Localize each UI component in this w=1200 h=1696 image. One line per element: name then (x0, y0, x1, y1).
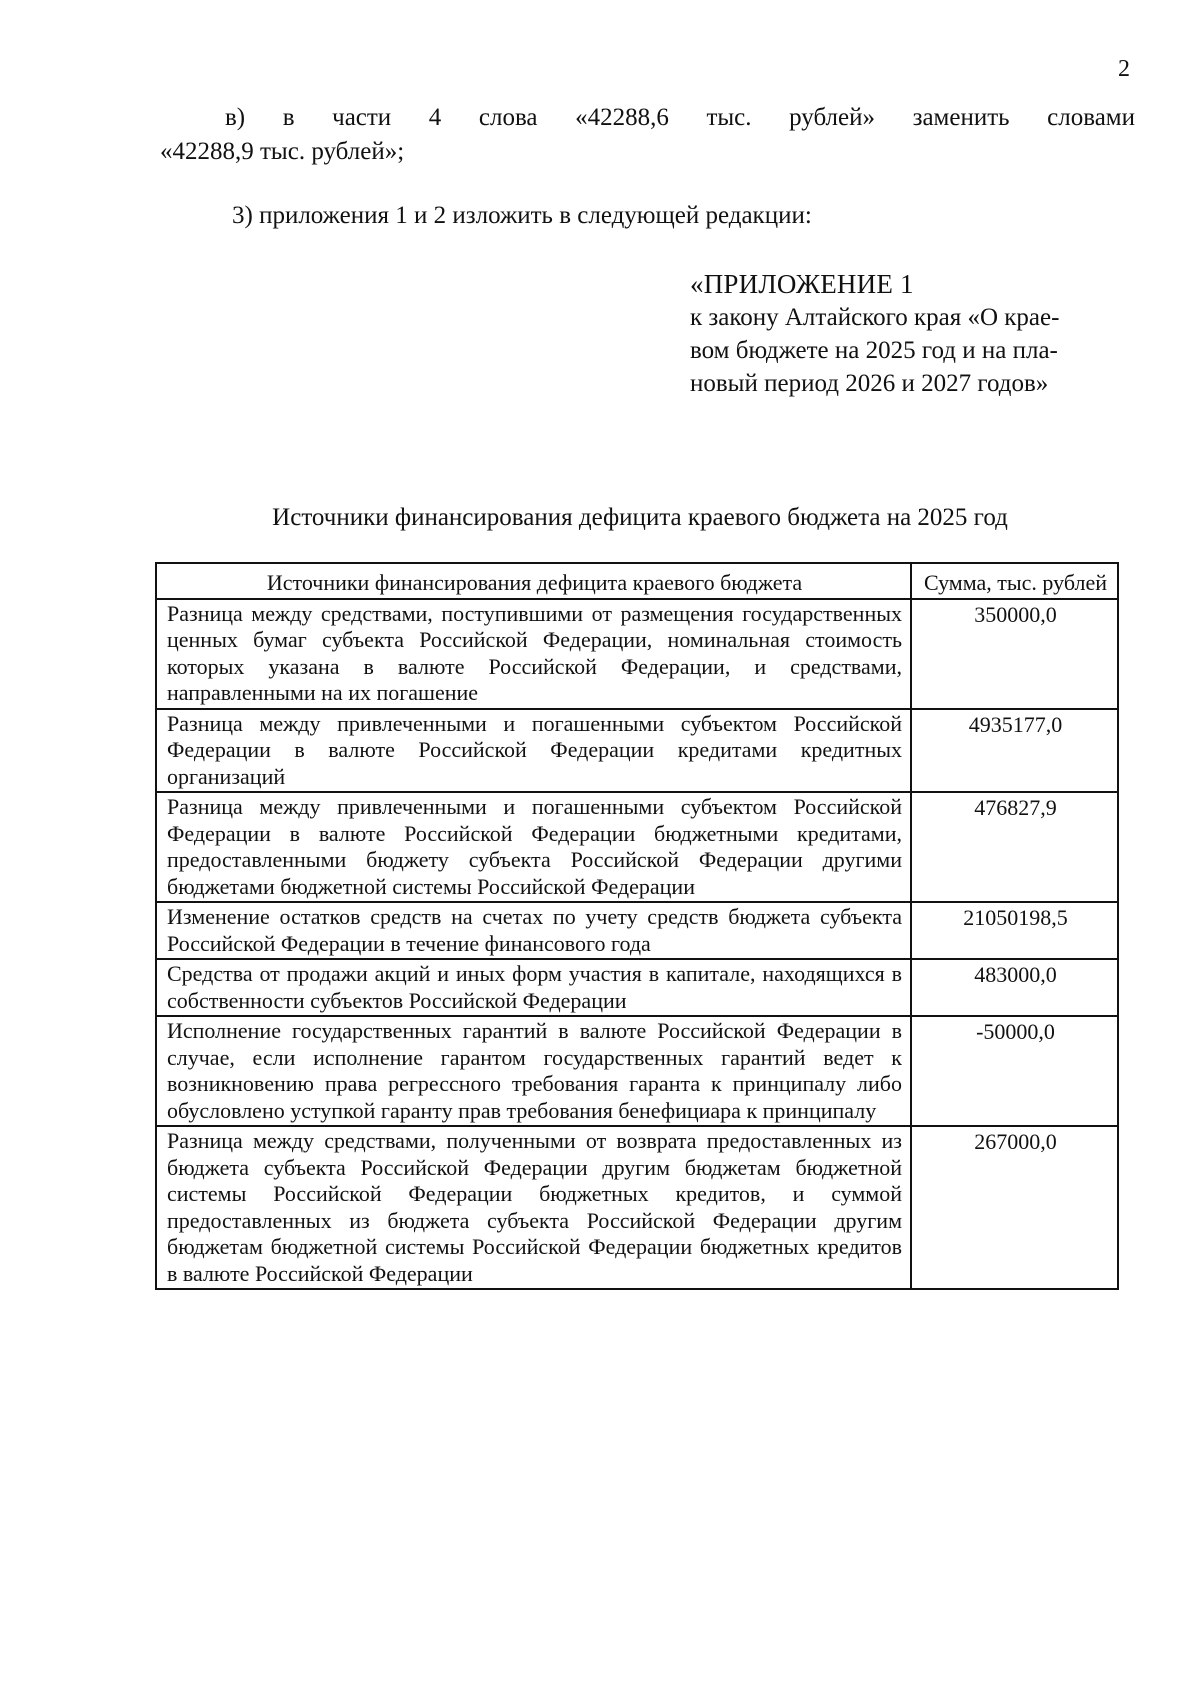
item-v-line2: «42288,9 тыс. рублей»; (160, 138, 405, 165)
table-row (156, 709, 1118, 793)
amount-cell: 4935177,0 (911, 709, 1118, 793)
page-number: 2 (1118, 56, 1130, 82)
item-3-text: 3) приложения 1 и 2 изложить в следующей редакции: (232, 202, 812, 229)
amount-cell: 350000,0 (911, 599, 1118, 709)
source-cell: Изменение остатков средств на счетах по учету средств бюджета субъекта Российской Федерации в течение финансового года (156, 902, 911, 959)
source-cell: Средства от продажи акций и иных форм участия в капитале, находящихся в собственности субъектов Российской Федерации (156, 959, 911, 1016)
amount-cell: -50000,0 (911, 1016, 1118, 1126)
amount-cell: 21050198,5 (911, 902, 1118, 959)
source-cell: Разница между средствами, полученными от возврата предоставленных из бюджета субъекта Российской Федерации другим бюджетам бюджетной системы Российской Федерации бюджетных кредитов, и суммой предоставленных из бюджета субъекта Российской Федерации другим бюджетам бюджетной системы Российской Федерации бюджетных кредитов в валюте Российской Федерации (156, 1126, 911, 1289)
source-cell: Разница между привлеченными и погашенными субъектом Российской Федерации в валюте Российской Федерации кредитами кредитных организаций (156, 709, 911, 793)
appendix-title: «ПРИЛОЖЕНИЕ 1 (690, 269, 914, 299)
amount-cell: 476827,9 (911, 792, 1118, 902)
amount-cell: 483000,0 (911, 959, 1118, 1016)
table-header-row (156, 563, 1118, 599)
header-amount: Сумма, тыс. рублей (911, 563, 1118, 599)
amount-cell: 267000,0 (911, 1126, 1118, 1289)
table-row (156, 902, 1118, 959)
table-row (156, 959, 1118, 1016)
sources-table (155, 562, 1119, 1290)
source-cell: Разница между средствами, поступившими от размещения государственных ценных бумаг субъекта Российской Федерации, номинальная стоимость которых указана в валюте Российской Федерации, и средствами, направленными на их погашение (156, 599, 911, 709)
table-row (156, 599, 1118, 709)
item-v-line1: в) в части 4 слова «42288,6 тыс. рублей» заменить словами (225, 104, 1135, 131)
table-row (156, 1016, 1118, 1126)
appendix-text: к закону Алтайского края «О крае- вом бюджете на 2025 год и на пла- новый период 2026 и 2027 годов» (690, 304, 1060, 397)
header-sources: Источники финансирования дефицита краевого бюджета (156, 563, 911, 599)
table-row (156, 792, 1118, 902)
table-title: Источники финансирования дефицита краевого бюджета на 2025 год (272, 504, 1008, 531)
appendix-header (690, 268, 1135, 400)
source-cell: Исполнение государственных гарантий в валюте Российской Федерации в случае, если исполнение гарантом государственных гарантий ведет к возникновению права регрессного требования гаранта к принципалу либо обусловлено уступкой гаранту прав требования бенефициара к принципалу (156, 1016, 911, 1126)
source-cell: Разница между привлеченными и погашенными субъектом Российской Федерации в валюте Российской Федерации бюджетными кредитами, предоставленными бюджету субъекта Российской Федерации другими бюджетами бюджетной системы Российской Федерации (156, 792, 911, 902)
table-row (156, 1126, 1118, 1289)
